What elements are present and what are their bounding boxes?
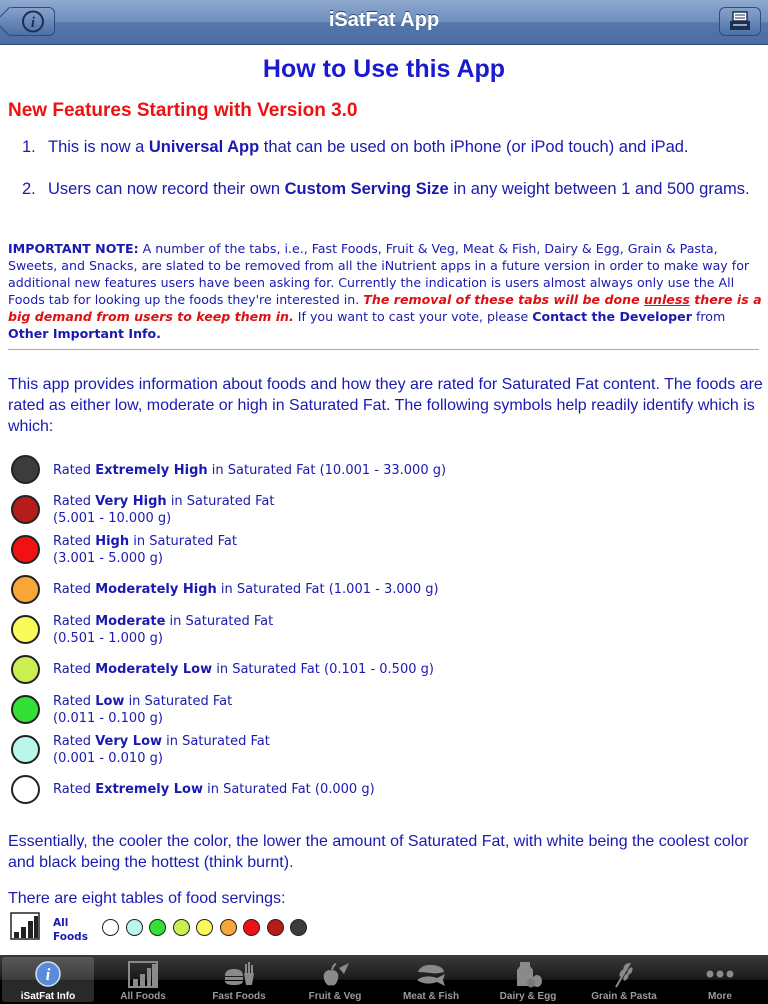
svg-text:i: i xyxy=(45,965,51,984)
mini-rating-dot-icon xyxy=(243,919,260,936)
bar-chart-icon xyxy=(127,960,159,988)
rating-dot-icon xyxy=(11,615,40,644)
features-heading: New Features Starting with Version 3.0 xyxy=(8,100,358,121)
mini-rating-dot-icon xyxy=(290,919,307,936)
features-list xyxy=(0,137,758,200)
more-dots-icon xyxy=(704,960,736,988)
note-label: IMPORTANT NOTE: xyxy=(8,241,139,256)
apple-carrot-icon xyxy=(319,960,351,988)
rating-dot-icon xyxy=(11,735,40,764)
mini-rating-dot-icon xyxy=(173,919,190,936)
mini-rating-dot-icon xyxy=(149,919,166,936)
all-foods-label: All Foods xyxy=(53,917,88,943)
print-button[interactable] xyxy=(719,7,761,36)
rating-dot-icon xyxy=(11,695,40,724)
feature-item: 1. This is now a Universal App that can be used on both iPhone (or iPod touch) and iPad. xyxy=(22,138,689,156)
rating-dot-icon xyxy=(11,775,40,804)
tab-bar xyxy=(0,955,768,1004)
divider xyxy=(8,349,759,350)
navigation-bar xyxy=(0,0,768,45)
mini-rating-dot-icon xyxy=(126,919,143,936)
tab-isatfat-info[interactable]: i iSatFat Info xyxy=(2,957,94,1002)
steak-fish-icon xyxy=(415,960,447,988)
mini-rating-dot-icon xyxy=(267,919,284,936)
bar-chart-icon xyxy=(10,912,40,940)
important-note: IMPORTANT NOTE: A number of the tabs, i.e., Fast Foods, Fruit & Veg, Meat & Fish, Dairy & Egg, Grain & Pasta, Sweets, and Snacks, are slated to be removed from all the iNutrient apps in a future version in order to make way for additional new features users have been asking for. Currently the indication is users almost always only use the All Foods tab for looking up the foods they're interested in. The removal of these tabs will be done unless there is a big demand from users to keep them in. If you want to cast your vote, please Contact the Developer from Other Important Info. xyxy=(8,241,762,341)
rating-dot-icon xyxy=(11,455,40,484)
tab-all-foods[interactable]: All Foods xyxy=(97,957,189,1002)
help-content[interactable]: How to Use this App New Features Starting with Version 3.0 1. This is now a Universal App that can be used on both iPhone (or iPod touch) and iPad. 2. Users can now record their own Custom Serving Size in any weight between 1 and 500 grams. IMPORTANT NOTE: A number of the tabs, i.e., Fast Foods, Fruit & Veg, Meat & Fish, Dairy & Egg, Grain & Pasta, Sweets, and Snacks, are slated to be removed from all the iNutrient apps in a future version in order to make way for additional new features users have been asking for. Currently the indication is users almost always only use the All Foods tab for looking up the foods they're interested in. The removal of these tabs will be done unless there is a big demand from users to keep them in. If you want to cast your vote, please Contact the Developer from Other Important Info. This app provides information about foods and how they are rated for Saturated Fat content. The foods are rated as either low, moderate or high in Saturated Fat. The following symbols help readily identify which is which: Rated Extremely High in Saturated Fat (10.001 - 33.000 g) Rated Very High in Saturated Fat (5.001 - 10.000 g) Rated High in Saturated Fat (3.001 - 5.000 g) Rated Moderately High in Saturated Fat (1.001 - 3.000 g) Rated Moderate in Saturated Fat (0.501 - 1.000 g) Rated Moderately Low in Saturated Fat (0.101 - 0.500 g) Rated Low in Saturated Fat (0.011 - 0.100 g) Rated Very Low in Saturated Fat (0.001 - 0.010 g) Rated Extremely Low in Saturated Fat (0.000 g) Essentially, the cooler the color, the lower the amount of Saturated Fat, with white being the coolest color and black being the hottest (think burnt). There are eight tables of food servings: All Foods xyxy=(0,45,768,955)
info-back-button[interactable] xyxy=(7,7,55,36)
mini-rating-dot-icon xyxy=(220,919,237,936)
other-important-info-link[interactable]: Other Important Info. xyxy=(8,326,161,341)
info-icon xyxy=(32,960,64,988)
intro-paragraph: This app provides information about foods and how they are rated for Saturated Fat content. The foods are rated as either low, moderate or high in Saturated Fat. The following symbols help readily identify which is which: xyxy=(8,376,763,435)
summary-paragraph: Essentially, the cooler the color, the lower the amount of Saturated Fat, with white being the coolest color and black being the hottest (think burnt). xyxy=(8,833,749,871)
rating-dot-icon xyxy=(11,495,40,524)
tab-more[interactable]: More xyxy=(674,957,766,1002)
tab-fruit-veg[interactable]: Fruit & Veg xyxy=(289,957,381,1002)
svg-text:i: i xyxy=(30,15,36,31)
tab-fast-foods[interactable]: Fast Foods xyxy=(193,957,285,1002)
tab-grain-pasta[interactable]: Grain & Pasta xyxy=(578,957,670,1002)
info-icon xyxy=(8,8,54,35)
burger-fries-icon xyxy=(223,960,255,988)
page-title: How to Use this App xyxy=(262,55,506,83)
mini-rating-dot-icon xyxy=(102,919,119,936)
wheat-icon xyxy=(608,960,640,988)
tab-meat-fish[interactable]: Meat & Fish xyxy=(385,957,477,1002)
nav-title: iSatFat App xyxy=(328,9,440,31)
mini-rating-dot-icon xyxy=(196,919,213,936)
contact-developer-link[interactable]: Contact the Developer xyxy=(532,309,692,324)
tab-dairy-egg[interactable]: Dairy & Egg xyxy=(482,957,574,1002)
milk-egg-icon xyxy=(512,960,544,988)
rating-dot-icon xyxy=(11,575,40,604)
rating-dot-icon xyxy=(11,655,40,684)
feature-item: 2. Users can now record their own Custom Serving Size in any weight between 1 and 500 grams. xyxy=(22,180,750,198)
tables-intro: There are eight tables of food servings: xyxy=(8,890,286,907)
rating-dot-icon xyxy=(11,535,40,564)
printer-icon xyxy=(720,8,760,35)
